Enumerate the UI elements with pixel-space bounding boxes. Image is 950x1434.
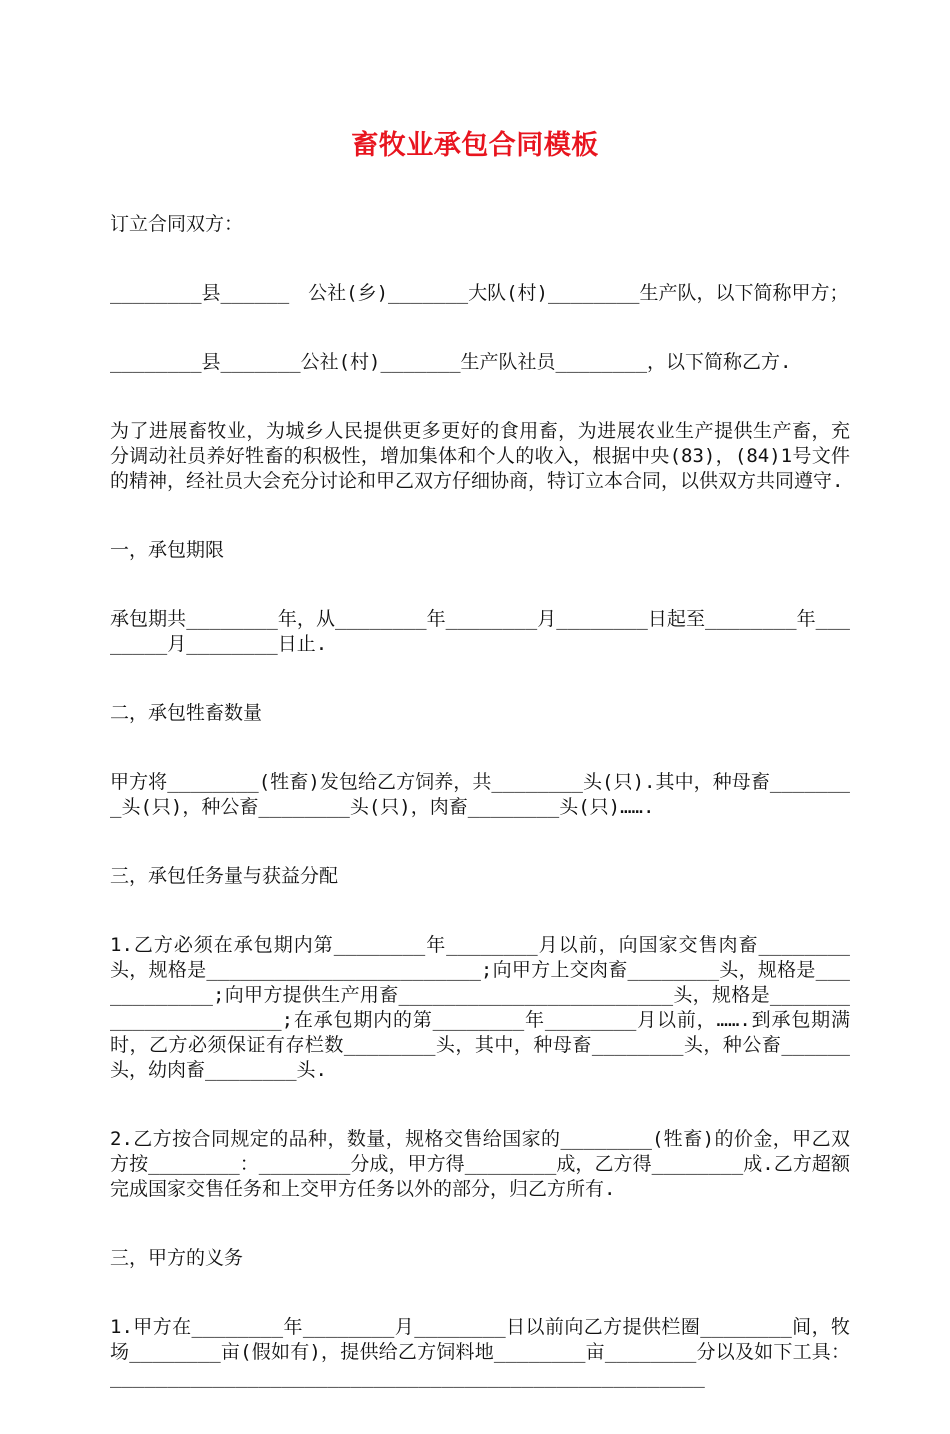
document-body xyxy=(110,212,850,1434)
paragraph-parties-intro: 订立合同双方： xyxy=(110,213,244,235)
paragraph-task-2: 2.乙方按合同规定的品种，数量，规格交售给国家的________(牲畜)的价金，甲乙双方按________：________分成，甲方得________成，乙方得________成.乙方超额完成国家交售任务和上交甲方任务以外的部分，归乙方所有. xyxy=(110,1128,850,1200)
paragraph-term: 承包期共________年，从________年________月________日起至________年________月________日止. xyxy=(110,608,850,655)
section-heading-livestock-quantity: 二，承包牲畜数量 xyxy=(110,702,263,724)
section-heading-party-a-obligations: 三，甲方的义务 xyxy=(110,1247,244,1269)
paragraph-obligation-1: 1.甲方在________年________月________日以前向乙方提供栏圈________间，牧场________亩(假如有)，提供给乙方饲料地________亩________分以及如下工具：____________________________________________________ xyxy=(110,1316,850,1388)
section-heading-tasks-and-benefits: 三，承包任务量与获益分配 xyxy=(110,865,339,887)
paragraph-livestock-quantity: 甲方将________(牲畜)发包给乙方饲养，共________头(只).其中，种母畜________头(只)，种公畜________头(只)，肉畜________头(只)……. xyxy=(110,771,850,818)
paragraph-party-b: ________县_______公社(村)_______生产队社员________，以下简称乙方. xyxy=(110,351,792,373)
section-heading-term: 一，承包期限 xyxy=(110,539,225,561)
document-title: 畜牧业承包合同模板 xyxy=(351,130,599,161)
paragraph-task-1: 1.乙方必须在承包期内第________年________月以前，向国家交售肉畜________头，规格是________________________;向甲方上交肉畜________头，规格是____________;向甲方提供生产用畜________________________头，规格是______________________;在承包期内的第________年________月以前，…….到承包期满时，乙方必须保证有存栏数________头，其中，种母畜________头，种公畜______头，幼肉畜________头. xyxy=(110,934,850,1081)
paragraph-purpose: 为了进展畜牧业，为城乡人民提供更多更好的食用畜，为进展农业生产提供生产畜，充分调动社员养好牲畜的积极性，增加集体和个人的收入，根据中央(83)，(84)1号文件的精神，经社员大会充分讨论和甲乙双方仔细协商，特订立本合同，以供双方共同遵守. xyxy=(110,420,850,492)
paragraph-party-a: ________县______ 公社(乡)_______大队(村)________生产队，以下简称甲方； xyxy=(110,282,849,304)
